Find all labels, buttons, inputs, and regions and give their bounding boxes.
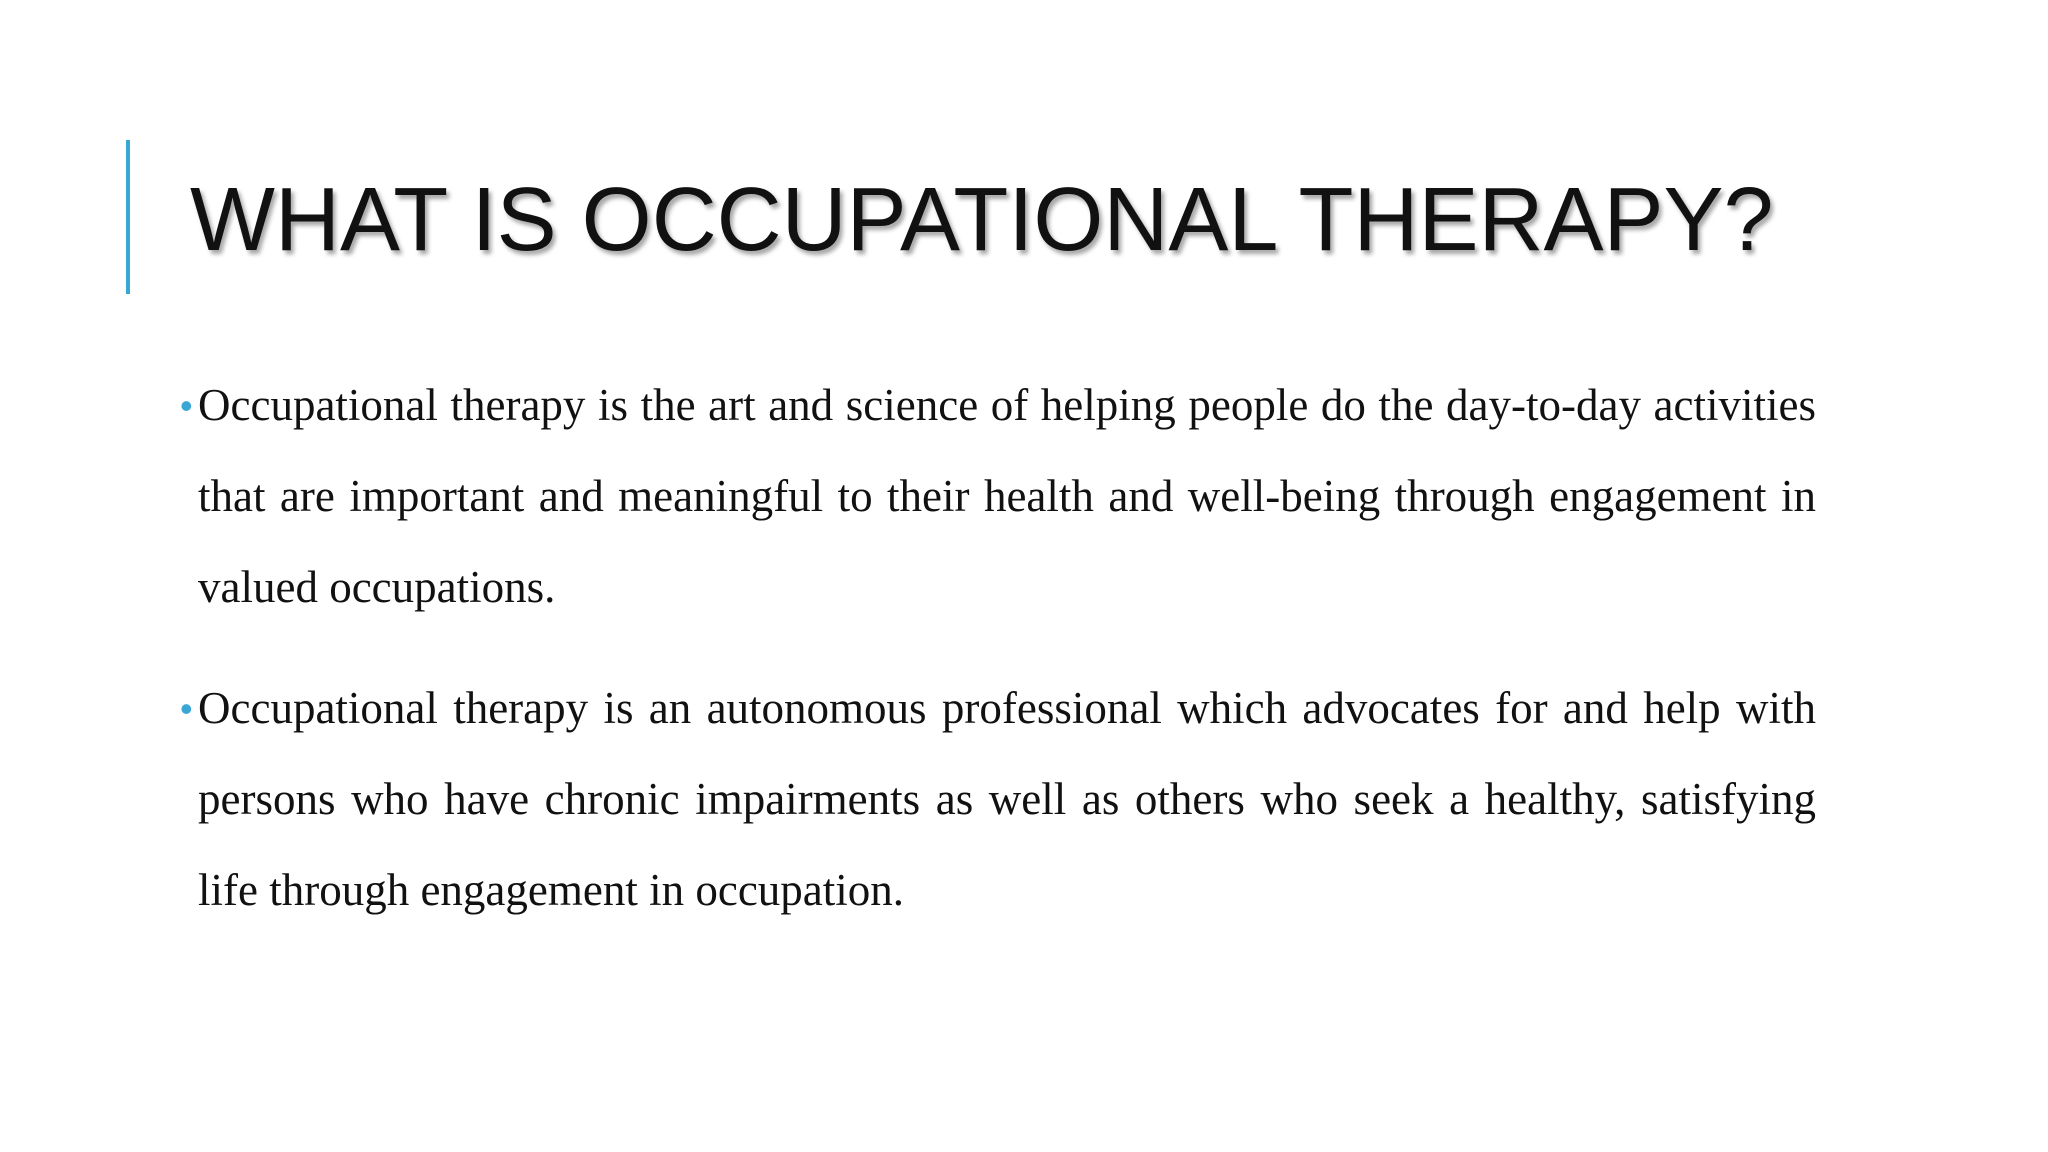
bullet-item xyxy=(180,663,1816,936)
title-accent-bar xyxy=(126,140,130,294)
bullet-dot-icon: • xyxy=(180,688,193,729)
bullet-item xyxy=(180,360,1816,633)
slide-title: WHAT IS OCCUPATIONAL THERAPY? xyxy=(190,170,1774,270)
bullet-dot-icon: • xyxy=(180,385,193,426)
bullet-text: Occupational therapy is an autonomous professional which advocates for and help with persons who have chronic impairments as well as others who seek a healthy, satisfying life through engagement in occupation. xyxy=(198,683,1816,915)
bullet-list xyxy=(180,360,1816,966)
bullet-text: Occupational therapy is the art and science of helping people do the day-to-day activities that are important and meaningful to their health and well-being through engagement in valued occupations. xyxy=(198,380,1816,612)
